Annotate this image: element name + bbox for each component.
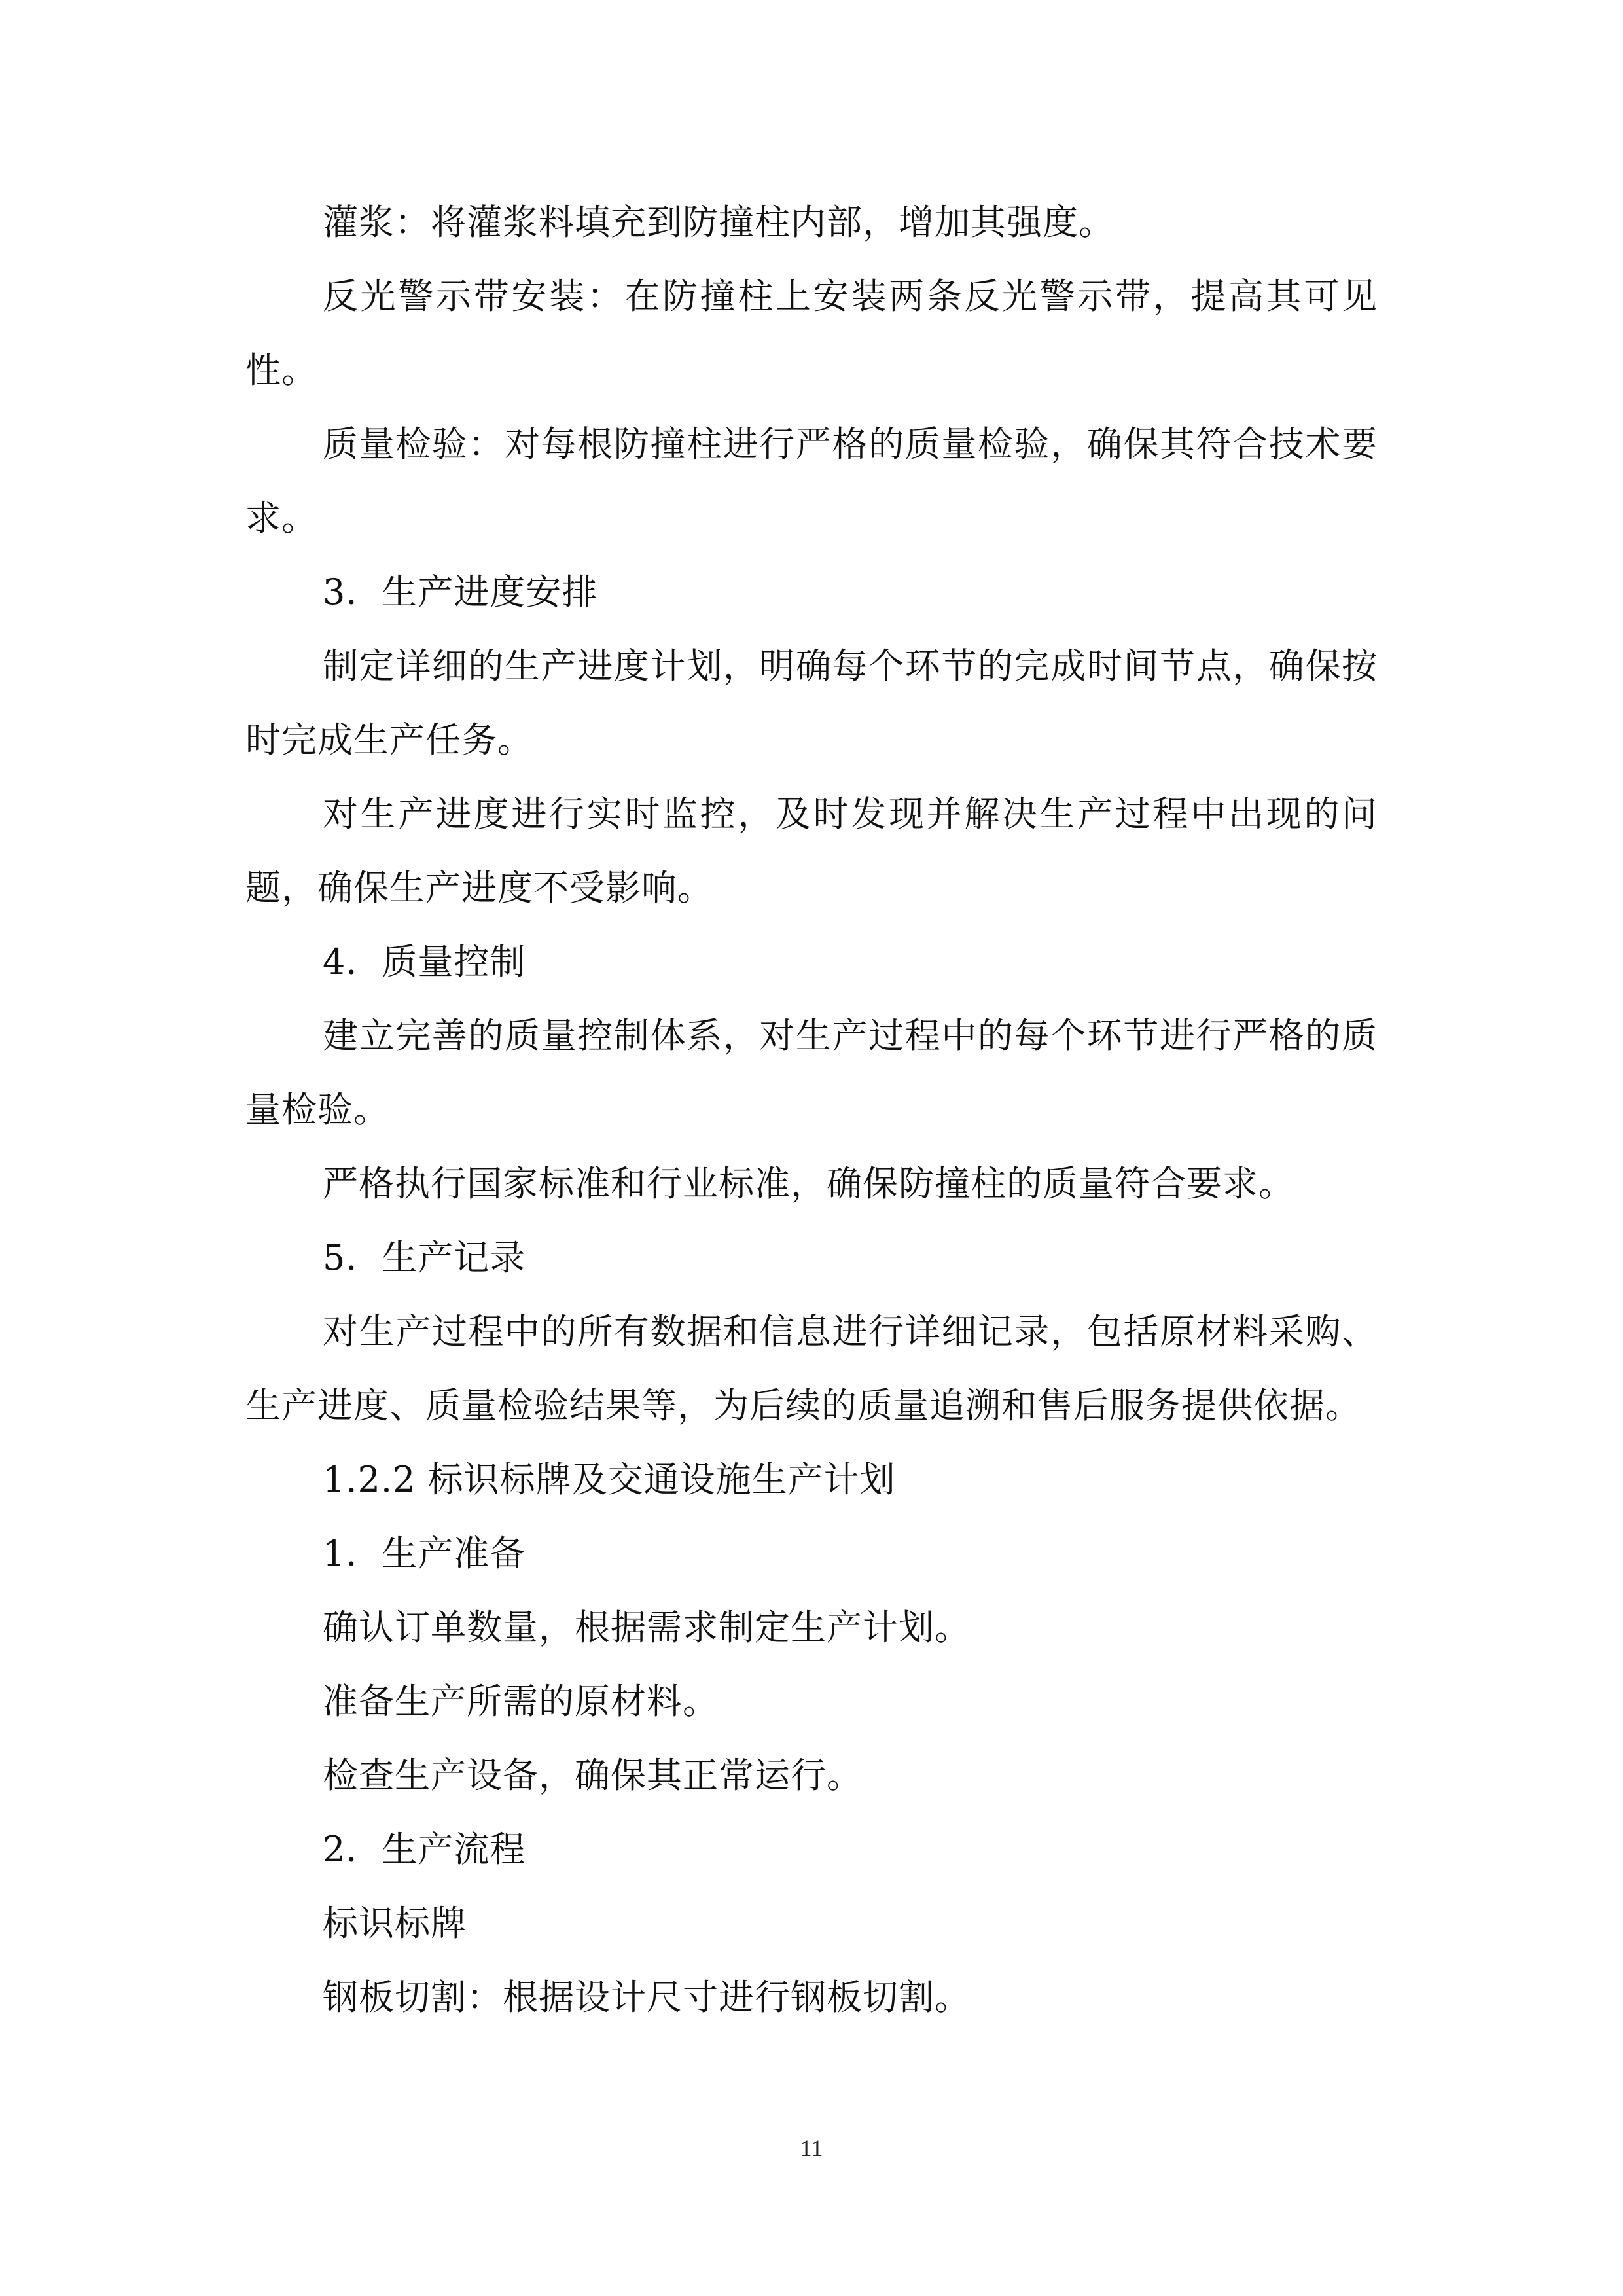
heading-quality-control: 4．质量控制 — [323, 941, 526, 982]
paragraph-steel-cutting: 钢板切割：根据设计尺寸进行钢板切割。 — [323, 1977, 971, 2018]
paragraph-quality-system: 建立完善的质量控制体系，对生产过程中的每个环节进行严格的质量检验。 — [245, 1015, 1378, 1130]
heading-production-process: 2．生产流程 — [323, 1829, 526, 1870]
paragraph-quality-inspection: 质量检验：对每根防撞柱进行严格的质量检验，确保其符合技术要求。 — [245, 423, 1378, 539]
paragraph-standards: 严格执行国家标准和行业标准，确保防撞柱的质量符合要求。 — [323, 1163, 1294, 1204]
text-body — [245, 185, 1378, 2034]
page-number: 11 — [800, 2135, 823, 2161]
paragraph-records: 对生产过程中的所有数据和信息进行详细记录，包括原材料采购、生产进度、质量检验结果等，为后续的质量追溯和售后服务提供依据。 — [245, 1311, 1378, 1426]
heading-schedule: 3．生产进度安排 — [323, 571, 598, 613]
heading-production-records: 5．生产记录 — [323, 1237, 526, 1278]
paragraph-schedule-monitoring: 对生产进度进行实时监控，及时发现并解决生产过程中出现的问题，确保生产进度不受影响。 — [245, 793, 1378, 908]
subheading-signage: 标识标牌 — [323, 1903, 467, 1944]
paragraph-grouting: 灌浆：将灌浆料填充到防撞柱内部，增加其强度。 — [323, 202, 1115, 243]
heading-section-1-2-2: 1.2.2 标识标牌及交通设施生产计划 — [323, 1459, 896, 1500]
paragraph-confirm-orders: 确认订单数量，根据需求制定生产计划。 — [323, 1607, 971, 1648]
paragraph-check-equipment: 检查生产设备，确保其正常运行。 — [323, 1755, 863, 1796]
paragraph-raw-materials: 准备生产所需的原材料。 — [323, 1681, 719, 1722]
paragraph-reflective-tape: 反光警示带安装：在防撞柱上安装两条反光警示带，提高其可见性。 — [245, 276, 1378, 391]
paragraph-schedule-plan: 制定详细的生产进度计划，明确每个环节的完成时间节点，确保按时完成生产任务。 — [245, 645, 1378, 761]
heading-production-preparation: 1．生产准备 — [323, 1533, 526, 1574]
